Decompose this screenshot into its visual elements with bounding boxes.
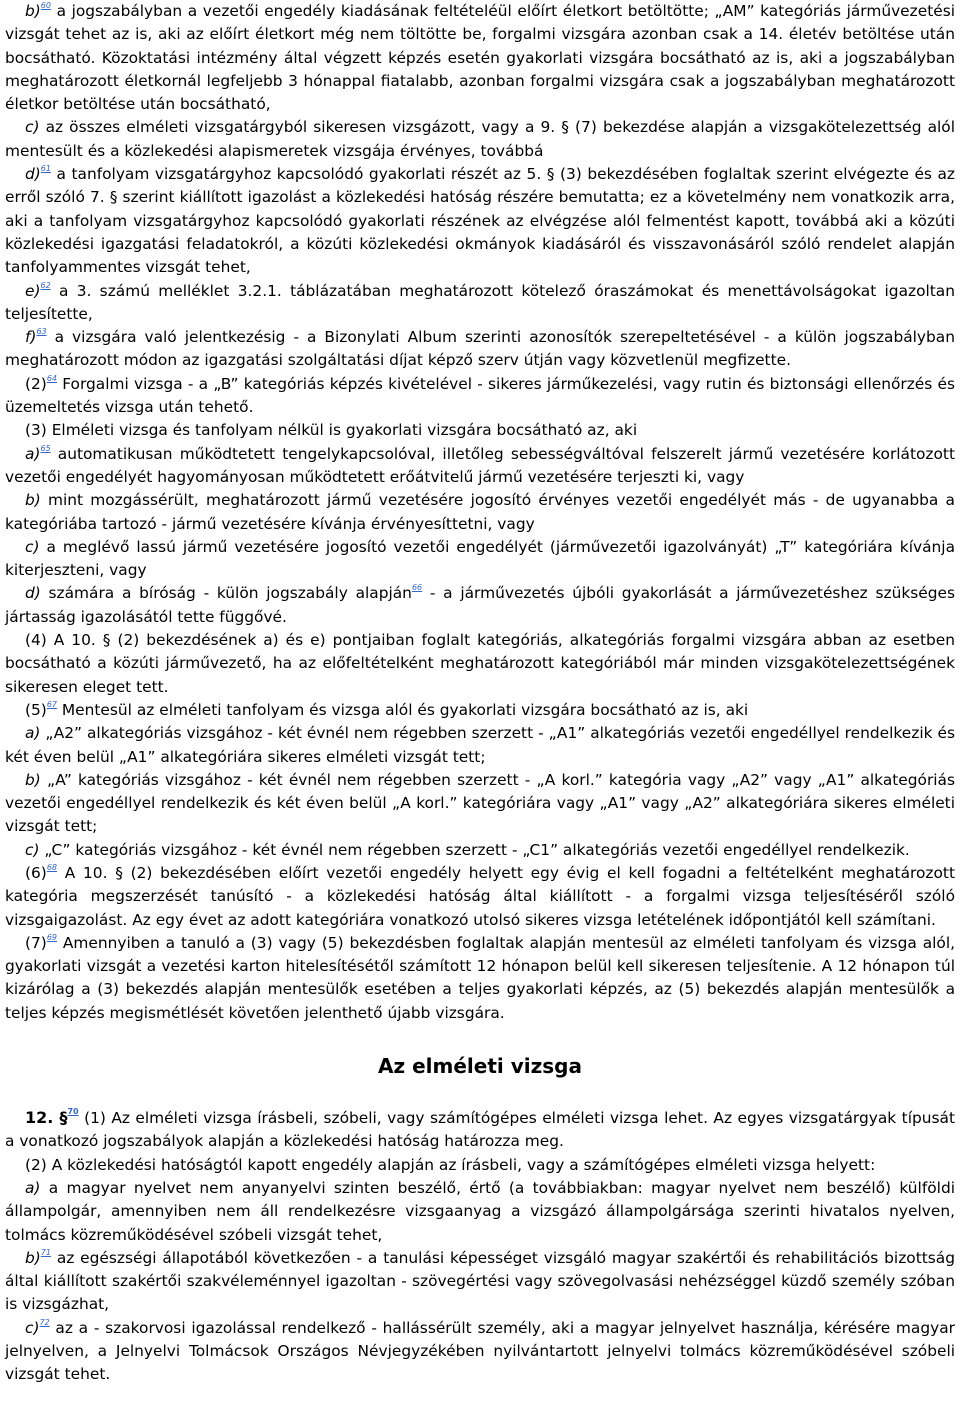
paragraph <box>5 419 955 442</box>
point-label: c) <box>25 1318 40 1337</box>
paragraph <box>5 582 955 629</box>
paragraph-text: A 10. § (2) bekezdésében előírt vezetői engedély helyett egy évig el kell fogadni a feltételként meghatározott kategória megszerzését tanúsító - a közlekedési hatóság által kiállított - a forgalmi vizsga teljesítéséről szóló vizsgaigazolást. Az egy évet az adott kategóriára vonatkozó utolsó sikeres vizsga letételének időpontjától kell számítani. <box>5 863 955 929</box>
paragraph-text: Amennyiben a tanuló a (3) vagy (5) bekezdésben foglaltak alapján mentesül az elméleti tanfolyam és vizsga alól, gyakorlati vizsgát a vezetési karton hitelesítésétől számított 12 hónapon belül kell sikeresen teljesítenie. A 12 hónapon túl kizárólag a (3) bekezdés alapján mentesülők esetében a teljes gyakorlati képzés, az (5) bekezdés alapján mentesülők a teljes képzés megismétlését követően jelenthető újabb vizsgára. <box>5 933 955 1022</box>
paragraph-text: „A” kategóriás vizsgához - két évnél nem régebben szerzett - „A korl.” kategória vagy „A2” vagy „A1” alkategóriás vezetői engedéllyel rendelkezik és két éven belül „A korl.” kategóriára vagy „A1” vagy „A2” alkategóriára sikeres elméleti vizsgát tett; <box>5 770 955 836</box>
section-12-paragraph <box>5 1106 955 1154</box>
paragraph <box>5 326 955 373</box>
point-label: c) <box>25 840 40 859</box>
footnote-link[interactable]: 61 <box>40 164 51 174</box>
paragraph-text: - a járművezetés újbóli gyakorlását a járművezetéshez szükséges jártasság igazolásától tette függővé. <box>5 584 955 626</box>
paragraph-text: (3) Elméleti vizsga és tanfolyam nélkül is gyakorlati vizsgára bocsátható az, aki <box>25 421 638 440</box>
footnote-link[interactable]: 60 <box>40 1 51 10</box>
paragraph-text: a 3. számú melléklet 3.2.1. táblázatában meghatározott kötelező óraszámokat és menettávolságokat igazoltan teljesítette, <box>5 281 955 323</box>
paragraph <box>5 443 955 490</box>
paragraph <box>5 489 955 536</box>
paragraph-text: „A2” alkategóriás vizsgához - két évnél nem régebben szerzett - „A1” alkategóriás vezetői engedéllyel rendelkezik és két éven belül „A1” alkategóriára sikeres elméleti vizsgát tett; <box>5 724 955 766</box>
subsection-number: (2) <box>25 374 47 393</box>
document-page <box>5 0 955 1387</box>
point-label: a) <box>25 444 41 463</box>
paragraph <box>5 629 955 699</box>
point-label: d) <box>25 584 41 603</box>
footnote-link[interactable]: 68 <box>46 862 57 872</box>
point-label: c) <box>25 118 40 137</box>
paragraph <box>5 536 955 583</box>
paragraph <box>5 1154 955 1177</box>
footnote-link[interactable]: 69 <box>46 932 57 942</box>
footnote-link[interactable]: 71 <box>40 1247 51 1257</box>
point-label: c) <box>25 537 40 556</box>
paragraph <box>5 722 955 769</box>
paragraph-text: az a - szakorvosi igazolással rendelkező - hallássérült személy, aki a magyar jelnyelvet használja, kérésére magyar jelnyelven, a Jelnyelvi Tolmácsok Országos Névjegyzékében nyilvántartott jelnyelvi tolmács közreműködésével szóbeli vizsgát tehet. <box>5 1318 955 1384</box>
footnote-link[interactable]: 72 <box>39 1317 50 1327</box>
footnote-link[interactable]: 64 <box>46 373 57 383</box>
paragraph-text: a meglévő lassú jármű vezetésére jogosító vezetői engedélyét (járművezetői igazolványát) „T” kategóriára kívánja kiterjeszteni, vagy <box>5 537 955 580</box>
paragraph <box>5 769 955 839</box>
paragraph-text: a vizsgára való jelentkezésig - a Bizonylati Album szerinti azonosítók szerepeltetésével - a külön jogszabályban meghatározott módon az igazgatási szolgáltatási díjat képző szerv útján vagy közvetlenül megfizette. <box>5 328 955 370</box>
footnote-link[interactable]: 62 <box>40 280 51 290</box>
subsection-number: (7) <box>25 933 47 952</box>
paragraph-text: Forgalmi vizsga - a „B” kategóriás képzés kivételével - sikeres járműkezelési, vagy rutin és biztonsági ellenőrzés és üzemeltetés vizsga után tehető. <box>5 374 955 417</box>
paragraph-text: (4) A 10. § (2) bekezdésének a) és e) pontjaiban foglalt kategóriás, alkategóriás forgalmi vizsgára abban az esetben bocsátható a közúti járművezető, ha az előfeltételként meghatározott kategóriából már minden vizsgakötelezettségének sikeresen eleget tett. <box>5 631 955 696</box>
section-heading: Az elméleti vizsga <box>378 1054 582 1079</box>
paragraph-block-top <box>5 0 955 1025</box>
paragraph-block-bottom <box>5 1154 955 1387</box>
footnote-link[interactable]: 70 <box>67 1107 79 1117</box>
section-number: 12. § <box>25 1108 68 1128</box>
paragraph-text: Mentesül az elméleti tanfolyam és vizsga alól és gyakorlati vizsgára bocsátható az is, aki <box>57 700 749 719</box>
subsection-number: (6) <box>25 863 47 882</box>
paragraph <box>5 862 955 932</box>
footnote-link[interactable]: 66 <box>411 583 423 593</box>
paragraph <box>5 839 955 862</box>
paragraph <box>5 116 955 163</box>
paragraph-text: (2) A közlekedési hatóságtól kapott engedély alapján az írásbeli, vagy a számítógépes elméleti vizsga helyett: <box>25 1155 876 1174</box>
point-label: d) <box>25 165 41 184</box>
paragraph-text: „C” kategóriás vizsgához - két évnél nem régebben szerzett - „C1” alkategóriás vezetői engedéllyel rendelkezik. <box>39 840 910 859</box>
paragraph-text: a magyar nyelvet nem anyanyelvi szinten beszélő, értő (a továbbiakban: magyar nyelvet nem beszélő) külföldi állampolgár, amennyiben nem áll rendelkezésre vizsgaanyag a vizsgázó állampolgársága szerinti hivatalos nyelven, tolmács közreműködésével szóbeli vizsgát tehet, <box>5 1178 955 1244</box>
paragraph <box>5 0 955 116</box>
footnote-link[interactable]: 67 <box>46 699 57 709</box>
paragraph-text: mint mozgássérült, meghatározott jármű vezetésére jogosító érvényes vezetői engedélyét más - de ugyanabba a kategóriába tartozó - jármű vezetésére kívánja érvényesíttetni, vagy <box>5 491 955 533</box>
paragraph <box>5 1247 955 1317</box>
paragraph <box>5 1317 955 1387</box>
paragraph-text: az egészségi állapotából következően - a tanulási képességet vizsgáló magyar szakértői és rehabilitációs bizottság által kiállított szakértői szakvéleménnyel igazoltan - szövegértési vagy szövegolvasási nehézséggel küzdő személy szóban is vizsgázhat, <box>5 1248 955 1314</box>
point-label: b) <box>25 491 41 510</box>
paragraph-text: számára a bíróság - külön jogszabály alapján <box>40 584 412 603</box>
paragraph <box>5 1177 955 1247</box>
section-text: (1) Az elméleti vizsga írásbeli, szóbeli, vagy számítógépes elméleti vizsga lehet. Az egyes vizsgatárgyak típusát a vonatkozó jogszabályok alapján a közlekedési hatóság határozza meg. <box>5 1109 955 1151</box>
paragraph <box>5 373 955 420</box>
paragraph <box>5 280 955 327</box>
paragraph <box>5 163 955 279</box>
paragraph-text: a tanfolyam vizsgatárgyhoz kapcsolódó gyakorlati részét az 5. § (3) bekezdésében foglaltak szerint elvégezte és az erről szóló 7. § szerint kiállított igazolást a közlekedési hatóság részére bemutatta; ez a követelmény nem vonatkozik arra, aki a tanfolyam vizsgatárgyhoz kapcsolódó gyakorlati részének az elvégzése alól felmentést kapott, továbbá aki a közúti közlekedési igazgatási feladatokról, a közúti közlekedési okmányok kiadásáról és visszavonásáról szóló rendelet alapján tanfolyammentes vizsgát tehet, <box>5 165 955 277</box>
point-label: b) <box>25 2 41 20</box>
paragraph-text: az összes elméleti vizsgatárgyból sikeresen vizsgázott, vagy a 9. § (7) bekezdése alapján a vizsgakötelezettség alól mentesült és a közlekedési alapismeretek vizsgája érvényes, továbbá <box>5 118 955 160</box>
paragraph <box>5 932 955 1025</box>
paragraph <box>5 699 955 722</box>
point-label: b) <box>25 770 41 789</box>
subsection-number: (5) <box>25 700 47 719</box>
point-label: f) <box>25 328 37 347</box>
paragraph-text: a jogszabályban a vezetői engedély kiadásának feltételéül előírt életkort betöltötte; „AM” kategóriás járművezetési vizsgát tehet az is, aki az előírt életkort még nem töltötte be, forgalmi vizsgára azonban csak a 14. életév betöltése után bocsátható. Közoktatási intézmény által végzett képzés esetén gyakorlati vizsgára bocsátható az is, aki a jogszabályban meghatározott életkornál legfeljebb 3 hónappal fiatalabb, azonban forgalmi vizsgára csak a jogszabályban meghatározott életkor betöltése után bocsátható, <box>5 2 955 114</box>
paragraph-text: automatikusan működtetett tengelykapcsolóval, illetőleg sebességváltóval felszerelt jármű vezetésére korlátozott vezetői engedélyét hagyományosan működtetett erőátvitelű jármű vezetésére terjeszti ki, vagy <box>5 444 955 486</box>
point-label: a) <box>25 1178 41 1197</box>
point-label: e) <box>25 281 41 300</box>
point-label: a) <box>25 724 41 743</box>
footnote-link[interactable]: 65 <box>40 443 51 453</box>
footnote-link[interactable]: 63 <box>36 327 47 337</box>
point-label: b) <box>25 1248 41 1267</box>
